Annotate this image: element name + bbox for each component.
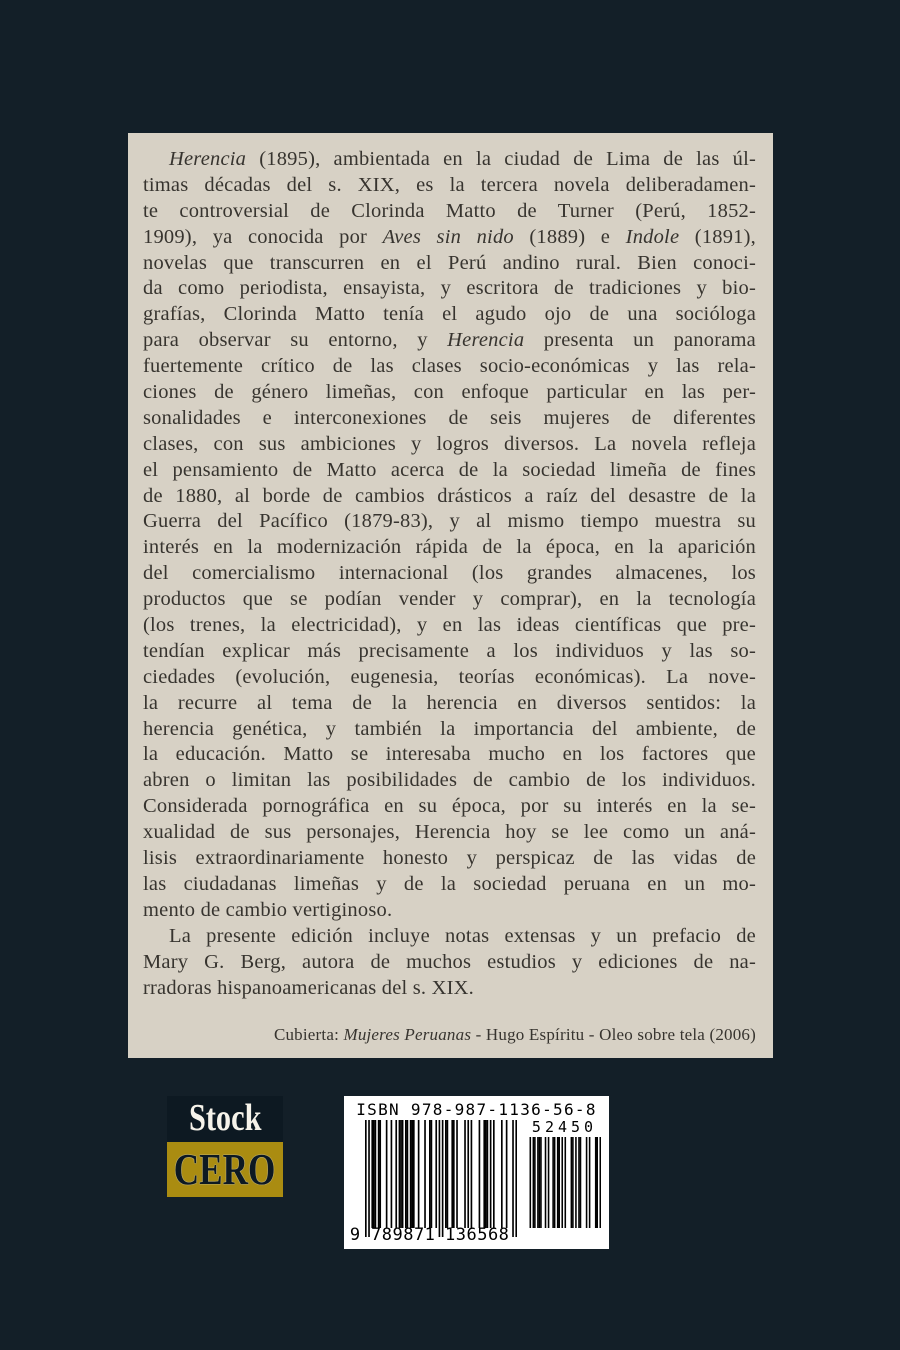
- barcode-digit-left: 9: [349, 1225, 361, 1245]
- logo-top-band: [167, 1096, 283, 1142]
- text-line: grafías, Clorinda Matto tenía el agudo ojo de una socióloga: [143, 303, 756, 326]
- text-line: de 1880, al borde de cambios drásticos a raíz del desastre de la: [143, 484, 756, 507]
- text-line: timas décadas del s. XIX, es la tercera novela deliberadamen-: [143, 173, 756, 196]
- cover-credit-line: Cubierta: Mujeres Peruanas - Hugo Espíritu - Oleo sobre tela (2006): [273, 1025, 756, 1044]
- text-line: da como periodista, ensayista, y escritora de tradiciones y bio-: [143, 277, 756, 300]
- text-line: tendían explicar más precisamente a los individuos y las so-: [143, 639, 756, 662]
- back-cover-text-panel: [128, 133, 773, 1058]
- text-line: mento de cambio vertiginoso.: [143, 898, 393, 921]
- text-line: herencia genética, y también la importancia del ambiente, de: [143, 717, 756, 740]
- logo-stock-text: Stock: [188, 1097, 262, 1140]
- text-line: clases, con sus ambiciones y logros diversos. La novela refleja: [143, 432, 756, 455]
- text-line: Considerada pornográfica en su época, por su interés en la se-: [143, 795, 756, 818]
- text-line: Herencia (1895), ambientada en la ciudad de Lima de las úl-: [169, 148, 756, 170]
- text-line: del comercialismo internacional (los grandes almacenes, los: [143, 562, 756, 585]
- text-line: para observar su entorno, y Herencia presenta un panorama: [143, 329, 756, 352]
- text-line: lisis extraordinariamente honesto y perspicaz de las vidas de: [143, 847, 756, 870]
- text-line: Guerra del Pacífico (1879-83), y al mismo tiempo muestra su: [143, 510, 756, 533]
- text-line: ciones de género limeñas, con enfoque particular en las per-: [143, 381, 756, 404]
- logo-bottom-band: [167, 1142, 283, 1197]
- barcode-addon-digits: 52450: [531, 1118, 598, 1136]
- text-line: novelas que transcurren en el Perú andino rural. Bien conoci-: [143, 251, 756, 274]
- text-line: la educación. Matto se interesaba mucho en los factores que: [143, 743, 756, 766]
- ean5-addon-barcode: [528, 1137, 601, 1228]
- text-line: las ciudadanas limeñas y de la sociedad peruana en un mo-: [143, 872, 756, 895]
- text-line: fuertemente crítico de las clases socio-económicas y las rela-: [143, 355, 756, 378]
- text-line: 1909), ya conocida por Aves sin nido (1889) e Indole (1891),: [143, 225, 756, 248]
- ean13-barcode: [365, 1120, 517, 1237]
- text-line: xualidad de sus personajes, Herencia hoy se lee como un aná-: [143, 821, 756, 844]
- text-line: productos que se podían vender y comprar), en la tecnología: [143, 588, 756, 611]
- text-line: te controversial de Clorinda Matto de Turner (Perú, 1852-: [143, 199, 756, 222]
- barcode-digits-group2: 136568: [445, 1225, 510, 1245]
- barcode-digits-group1: 789871: [371, 1225, 436, 1245]
- logo-cero-text: CERO: [174, 1145, 276, 1194]
- publisher-logo: [167, 1096, 283, 1197]
- text-line: La presente edición incluye notas extensas y un prefacio de: [169, 924, 756, 947]
- synopsis-text: [143, 147, 756, 1001]
- text-line: sonalidades e interconexiones de seis mujeres de diferentes: [143, 406, 756, 429]
- isbn-barcode-block: [344, 1096, 609, 1249]
- text-line: interés en la modernización rápida de la época, en la aparición: [143, 536, 756, 559]
- text-line: la recurre al tema de la herencia en diversos sentidos: la: [143, 691, 756, 714]
- text-line: rradoras hispanoamericanas del s. XIX.: [143, 976, 474, 999]
- isbn-label: ISBN 978-987-1136-56-8: [356, 1100, 597, 1119]
- text-line: (los trenes, la electricidad), y en las ideas científicas que pre-: [143, 614, 756, 637]
- text-line: abren o limitan las posibilidades de cambio de los individuos.: [143, 769, 756, 792]
- text-line: ciedades (evolución, eugenesia, teorías económicas). La nove-: [143, 665, 756, 688]
- text-line: el pensamiento de Matto acerca de la sociedad limeña de fines: [143, 458, 756, 481]
- text-line: Mary G. Berg, autora de muchos estudios y ediciones de na-: [143, 950, 756, 973]
